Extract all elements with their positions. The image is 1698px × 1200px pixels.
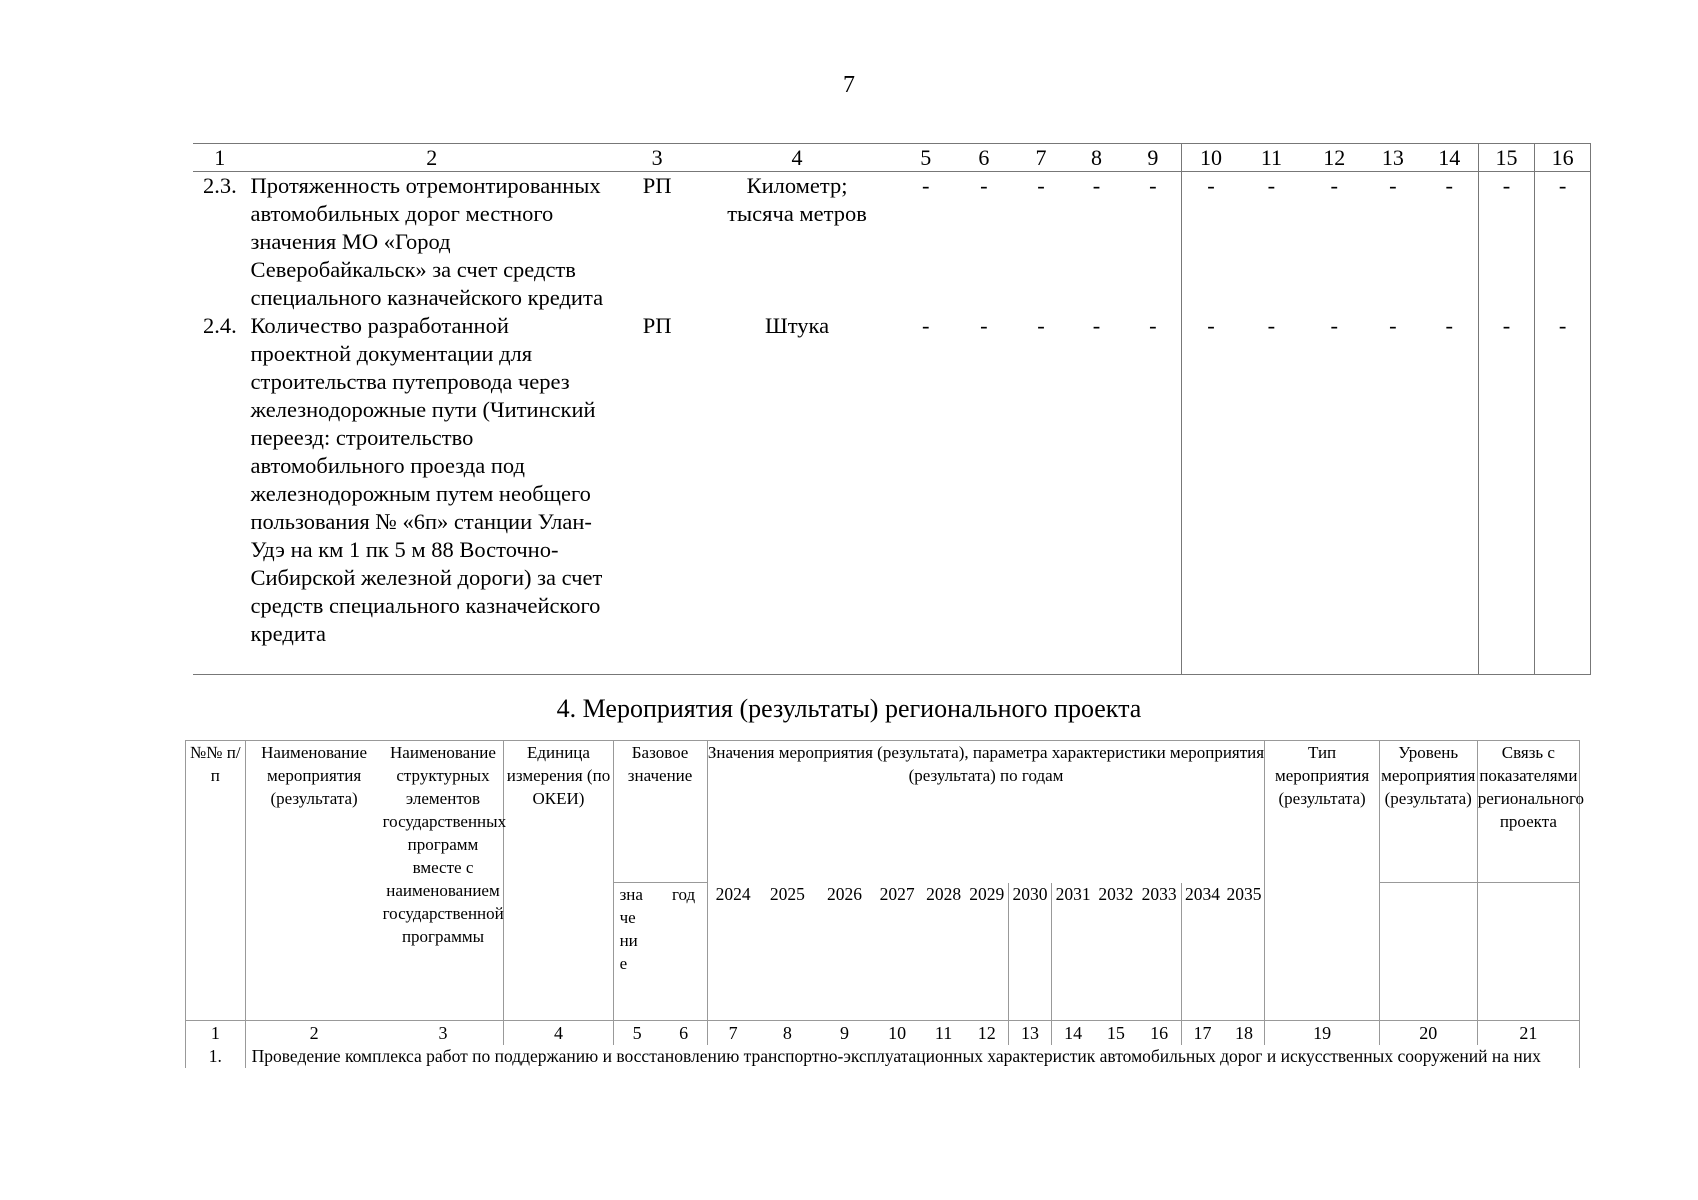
value-cell: -: [1069, 312, 1125, 675]
col-number: 8: [759, 1021, 817, 1046]
col-header: 8: [1069, 144, 1125, 172]
indicator-level: РП: [617, 312, 697, 675]
col-header: 11: [1240, 144, 1304, 172]
header-base-value: [613, 883, 661, 1021]
col-header: 16: [1535, 144, 1591, 172]
value-cell: -: [897, 312, 955, 675]
header-link-blank: [1477, 883, 1579, 1021]
col-number: 14: [1052, 1021, 1094, 1046]
header-base: Базовое значение: [613, 741, 707, 883]
value-cell: -: [1182, 312, 1240, 675]
year-header: 2029: [966, 883, 1008, 1021]
header-link: Связь с показателями регионального проекта: [1477, 741, 1579, 883]
indicator-unit: [697, 312, 897, 675]
col-header: 6: [955, 144, 1014, 172]
value-cell: -: [1149, 173, 1157, 198]
value-cell: -: [1013, 312, 1069, 675]
value-cell: -: [980, 173, 988, 198]
indicator-row: [193, 172, 1591, 313]
col-header: 3: [617, 144, 697, 172]
row-number: 2.4.: [193, 312, 247, 675]
value-cell: -: [1124, 312, 1182, 675]
col-number: 1: [186, 1021, 246, 1046]
row-number: 1.: [186, 1045, 246, 1068]
value-cell: -: [1389, 173, 1397, 198]
header-struct: Наименование структурных элементов государственных программ вместе с наименованием государственной программы: [383, 741, 504, 1021]
value-cell: -: [1267, 173, 1276, 198]
value-cell: -: [1445, 173, 1453, 198]
year-header: 2035: [1224, 883, 1265, 1021]
header-base-year: год: [661, 883, 708, 1021]
col-number: 16: [1138, 1021, 1181, 1046]
header-values: Значения мероприятия (результата), параметра характеристики мероприятия (результата) по годам: [707, 741, 1265, 883]
col-header: 13: [1365, 144, 1421, 172]
value-cell: -: [1535, 312, 1591, 675]
column-number-row: [186, 1021, 1580, 1046]
col-header: 14: [1421, 144, 1479, 172]
page-number: 7: [843, 72, 855, 98]
col-number: 21: [1477, 1021, 1579, 1046]
indicator-name: Протяженность отремонтированных автомобильных дорог местного значения МО «Город Северобайкальск» за счет средств специального казначейского кредита: [250, 173, 604, 310]
col-number: 4: [504, 1021, 613, 1046]
indicator-name: Количество разработанной проектной документации для строительства путепровода через железнодорожные пути (Читинский переезд: строительство автомобильного проезда под железнодорожным путем необщего пользования № «6п» станции Улан-Удэ на км 1 пк 5 м 88 Восточно-Сибирской железной дороги) за счет средств специального казначейского кредита: [247, 312, 617, 675]
col-number: 11: [921, 1021, 965, 1046]
col-number: 19: [1265, 1021, 1379, 1046]
col-number: 15: [1094, 1021, 1137, 1046]
col-number: 17: [1181, 1021, 1223, 1046]
year-header: 2026: [816, 883, 873, 1021]
value-cell: -: [1092, 173, 1101, 198]
value-cell: -: [1303, 312, 1365, 675]
indicator-row: [193, 312, 1591, 675]
measures-header-row: [186, 741, 1580, 883]
col-number: 2: [245, 1021, 382, 1046]
section-title: 4. Мероприятия (результаты) регионального проекта: [556, 694, 1142, 723]
col-number: 10: [873, 1021, 922, 1046]
header-num: №№ п/п: [186, 741, 246, 1021]
indicators-table: [193, 143, 1591, 675]
col-number: 20: [1379, 1021, 1477, 1046]
unit-line: Штука: [765, 313, 830, 338]
col-number: 3: [383, 1021, 504, 1046]
header-level-blank: [1379, 883, 1477, 1021]
value-cell: -: [1421, 312, 1479, 675]
value-cell: -: [1535, 172, 1591, 313]
value-cell: -: [921, 173, 930, 198]
measures-table: [185, 740, 1585, 1068]
year-header: 2033: [1138, 883, 1181, 1021]
col-header: 10: [1182, 144, 1240, 172]
year-header: 2025: [759, 883, 817, 1021]
col-header: 12: [1303, 144, 1365, 172]
col-header: 4: [697, 144, 897, 172]
year-header: 2031: [1052, 883, 1094, 1021]
year-header: 2027: [873, 883, 922, 1021]
col-header: 1: [193, 144, 247, 172]
year-header: 2024: [707, 883, 759, 1021]
col-number: 9: [816, 1021, 873, 1046]
value-cell: -: [1365, 312, 1421, 675]
measure-row: [186, 1045, 1580, 1068]
row-number: 2.3.: [203, 173, 237, 198]
value-cell: -: [1182, 172, 1240, 313]
header-name: Наименование мероприятия (результата): [245, 741, 382, 1021]
year-header: 2034: [1181, 883, 1223, 1021]
header-level: Уровень мероприятия (результата): [1379, 741, 1477, 883]
year-header: 2028: [921, 883, 965, 1021]
col-number: 6: [661, 1021, 708, 1046]
value-cell: -: [1478, 172, 1535, 313]
col-header: 9: [1124, 144, 1182, 172]
year-header: 2030: [1008, 883, 1051, 1021]
col-number: 18: [1224, 1021, 1265, 1046]
col-header: 7: [1013, 144, 1069, 172]
base-value-label: значение: [619, 885, 643, 973]
indicator-unit: [697, 172, 897, 313]
col-number: 12: [966, 1021, 1008, 1046]
value-cell: -: [1240, 312, 1304, 675]
unit-line: Километр;: [746, 173, 848, 198]
header-unit: Единица измерения (по ОКЕИ): [504, 741, 613, 1021]
col-header: 15: [1478, 144, 1535, 172]
col-number: 13: [1008, 1021, 1051, 1046]
col-number: 5: [613, 1021, 661, 1046]
indicators-header-row: [193, 144, 1591, 172]
value-cell: -: [955, 312, 1014, 675]
col-header: 2: [247, 144, 617, 172]
col-number: 7: [707, 1021, 759, 1046]
measure-name: Проведение комплекса работ по поддержанию и восстановлению транспортно-эксплуатационных характеристик автомобильных дорог и искусственных сооружений на них: [245, 1045, 1579, 1068]
value-cell: -: [1037, 173, 1045, 198]
header-type: Тип мероприятия (результата): [1265, 741, 1379, 1021]
value-cell: -: [1330, 173, 1338, 198]
col-header: 5: [897, 144, 955, 172]
year-header: 2032: [1094, 883, 1137, 1021]
value-cell: -: [1478, 312, 1535, 675]
unit-line: тысяча метров: [727, 201, 867, 226]
indicator-level: РП: [642, 173, 672, 198]
